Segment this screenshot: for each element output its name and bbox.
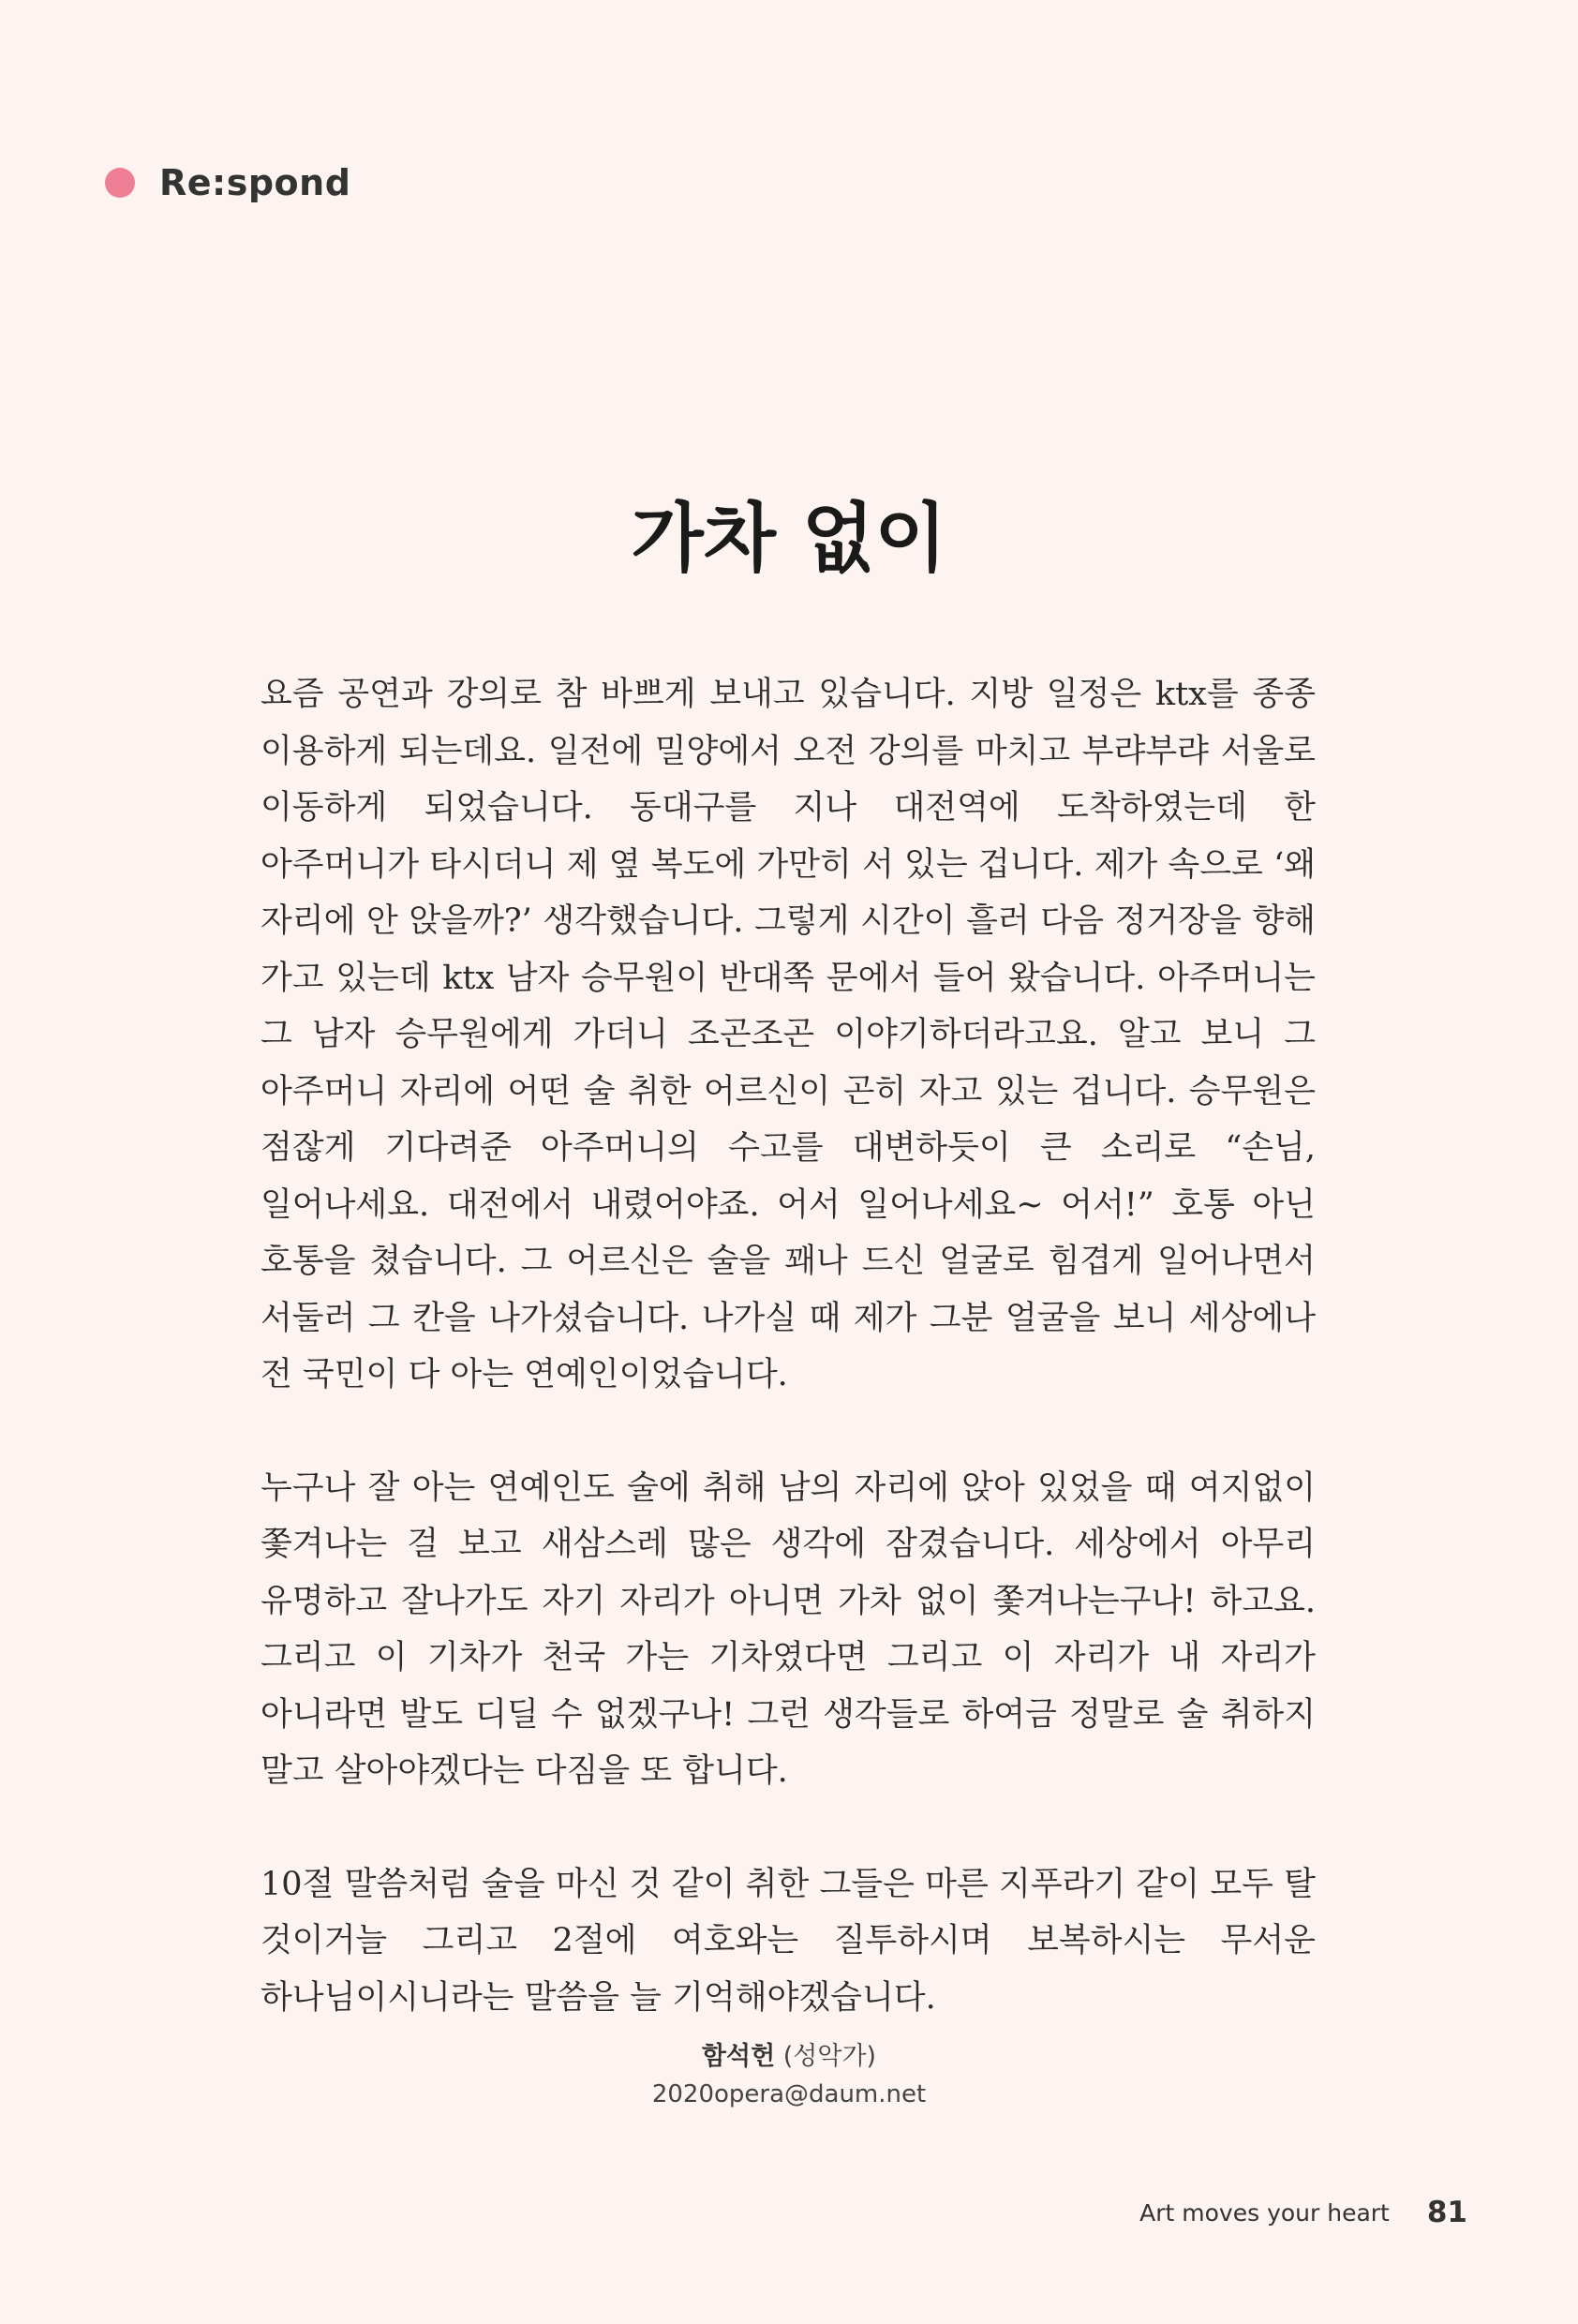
paragraph-3: 10절 말씀처럼 술을 마신 것 같이 취한 그들은 마른 지푸라기 같이 모두 탈 것이거늘 그리고 2절에 여호와는 질투하시며 보복하시는 무서운 하나님이시니라는 말씀을 늘 기억해야겠습니다. [261, 1865, 1316, 2017]
author-email[interactable]: 2020opera@daum.net [651, 2080, 927, 2108]
section-dot-icon [105, 168, 135, 198]
footer-tagline: Art moves your heart [1139, 2198, 1390, 2227]
author-role: (성악가) [782, 2042, 877, 2071]
author-line [0, 2038, 1578, 2076]
article-title: 가차 없이 [631, 495, 947, 582]
paragraph-1: 요즘 공연과 강의로 참 바쁘게 보내고 있습니다. 지방 일정은 ktx를 종종 이용하게 되는데요. 일전에 밀양에서 오전 강의를 마치고 부랴부랴 서울로 이동하게 되었습니다. 동대구를 지나 대전역에 도착하였는데 한 아주머니가 타시더니 제 옆 복도에 가만히 서 있는 겁니다. 제가 속으로 ‘왜 자리에 안 앉을까?’ 생각했습니다. 그렇게 시간이 흘러 다음 정거장을 향해 가고 있는데 ktx 남자 승무원이 반대쪽 문에서 들어 왔습니다. 아주머니는 그 남자 승무원에게 가더니 조곤조곤 이야기하더라고요. 알고 보니 그 아주머니 자리에 어떤 술 취한 어르신이 곤히 자고 있는 겁니다. 승무원은 점잖게 기다려준 아주머니의 수고를 대변하듯이 큰 소리로 “손님, 일어나세요. 대전에서 내렸어야죠. 어서 일어나세요~ 어서!” 호통 아닌 호통을 쳤습니다. 그 어르신은 술을 꽤나 드신 얼굴로 힘겹게 일어나면서 서둘러 그 칸을 나가셨습니다. 나가실 때 제가 그분 얼굴을 보니 세상에나 전 국민이 다 아는 연예인이었습니다. [261, 676, 1316, 1393]
paragraph-2: 누구나 잘 아는 연예인도 술에 취해 남의 자리에 앉아 있었을 때 여지없이 쫓겨나는 걸 보고 새삼스레 많은 생각에 잠겼습니다. 세상에서 아무리 유명하고 잘나가도 자기 자리가 아니면 가차 없이 쫓겨나는구나! 하고요. 그리고 이 기차가 천국 가는 기차였다면 그리고 이 자리가 내 자리가 아니라면 발도 디딜 수 없겠구나! 그런 생각들로 하여금 정말로 술 취하지 말고 살아야겠다는 다짐을 또 합니다. [261, 1468, 1316, 1790]
section-header [105, 159, 350, 206]
author-name: 함석헌 [701, 2042, 776, 2071]
page-footer [1139, 2196, 1467, 2229]
section-label: Re:spond [159, 162, 351, 203]
page-number: 81 [1426, 2196, 1467, 2229]
author-block [0, 2038, 1578, 2113]
article-body [261, 666, 1316, 2082]
